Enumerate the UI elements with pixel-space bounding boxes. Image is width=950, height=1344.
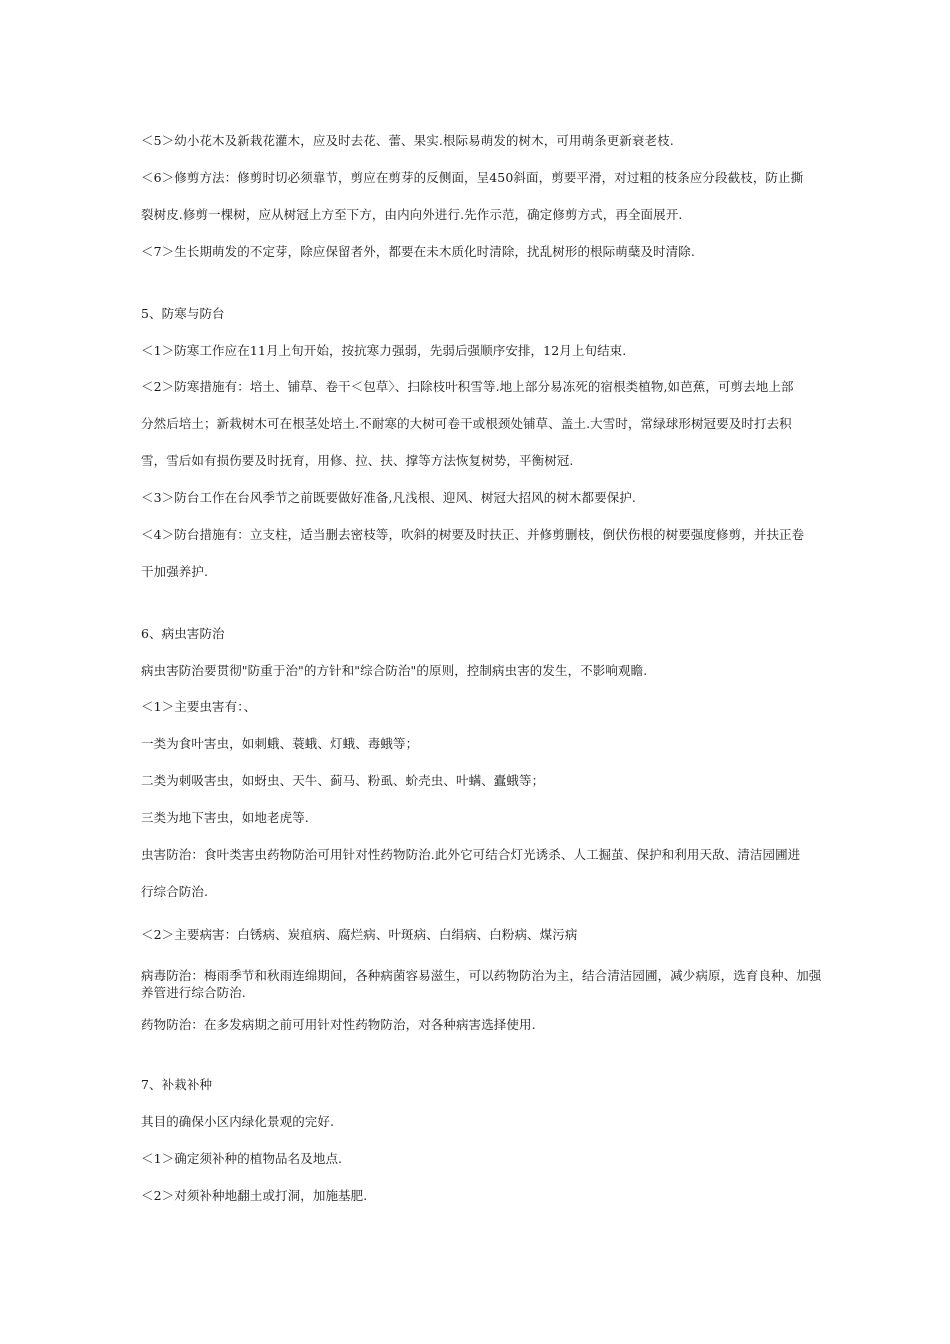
text-line: 三类为地下害虫，如地老虎等. <box>141 810 309 825</box>
text-line: 干加强养护. <box>141 564 209 579</box>
text-line: ＜6＞修剪方法：修剪时切必须靠节，剪应在剪芽的反侧面，呈450斜面，剪要平滑，对过粗的枝条应分段截枝，防止撕 <box>141 170 804 185</box>
text-line: 虫害防治：食叶类害虫药物防治可用针对性药物防治.此外它可结合灯光诱杀、人工掘茧、保护和利用天敌、清洁园圃进 <box>141 847 801 862</box>
text-line: ＜1＞确定须补种的植物品名及地点. <box>141 1151 343 1166</box>
text-line: ＜7＞生长期萌发的不定芽，除应保留者外，都要在未木质化时清除，扰乱树形的根际萌蘖及时清除. <box>141 244 695 259</box>
text-line: ＜5＞幼小花木及新栽花灌木，应及时去花、蕾、果实.根际易萌发的树木，可用萌条更新衰老枝. <box>141 133 674 148</box>
text-line: ＜2＞主要病害：白锈病、炭疽病、腐烂病、叶斑病、白绢病、白粉病、煤污病 <box>141 927 578 942</box>
text-line: ＜1＞主要虫害有：、 <box>141 699 257 714</box>
text-line: 雪，雪后如有损伤要及时抚育，用修、拉、扶、撑等方法恢复树势，平衡树冠. <box>141 453 574 468</box>
text-line: 其目的确保小区内绿化景观的完好. <box>141 1114 335 1129</box>
text-line: ＜4＞防台措施有：立支柱，适当删去密枝等，吹斜的树要及时扶正、并修剪删枝，倒伏伤根的树要强度修剪，并扶正卷 <box>141 527 805 542</box>
text-line: 二类为刺吸害虫，如蚜虫、天牛、蓟马、粉虱、蚧壳虫、叶螨、蠹蛾等； <box>141 773 545 788</box>
text-line: 分然后培土；新栽树木可在根茎处培土.不耐寒的大树可卷干或根颈处铺草、盖土.大雪时，常绿球形树冠要及时打去积 <box>141 416 792 431</box>
section-heading: 6、病虫害防治 <box>141 626 225 641</box>
text-line: 病虫害防治要贯彻"防重于治"的方针和"综合防治"的原则，控制病虫害的发生，不影响观瞻. <box>141 663 648 678</box>
text-paragraph: 病毒防治：梅雨季节和秋雨连绵期间，各种病菌容易滋生，可以药物防治为主，结合清洁园圃，减少病原，选育良种、加强养管进行综合防治. <box>141 968 822 1000</box>
section-heading: 5、防寒与防台 <box>141 306 225 321</box>
text-line: 药物防治：在多发病期之前可用针对性药物防治，对各种病害选择使用. <box>141 1017 536 1032</box>
text-line: ＜2＞对须补种地翻土或打洞，加施基肥. <box>141 1188 368 1203</box>
text-line: 一类为食叶害虫，如刺蛾、蓑蛾、灯蛾、毒蛾等； <box>141 736 419 751</box>
text-line: 裂树皮.修剪一棵树，应从树冠上方至下方，由内向外进行.先作示范，确定修剪方式，再全面展开. <box>141 207 683 222</box>
text-line: 行综合防治. <box>141 884 209 899</box>
text-line: ＜1＞防寒工作应在11月上旬开始，按抗寒力强弱，先弱后强顺序安排，12月上旬结束. <box>141 343 627 358</box>
text-line: ＜3＞防台工作在台风季节之前既要做好准备,凡浅根、迎风、树冠大招风的树木都要保护. <box>141 490 637 505</box>
text-line: ＜2＞防寒措施有：培土、铺草、卷干＜包草〉、扫除枝叶积雪等.地上部分易冻死的宿根类植物,如芭蕉，可剪去地上部 <box>141 379 794 394</box>
section-heading: 7、补栽补种 <box>141 1077 213 1092</box>
